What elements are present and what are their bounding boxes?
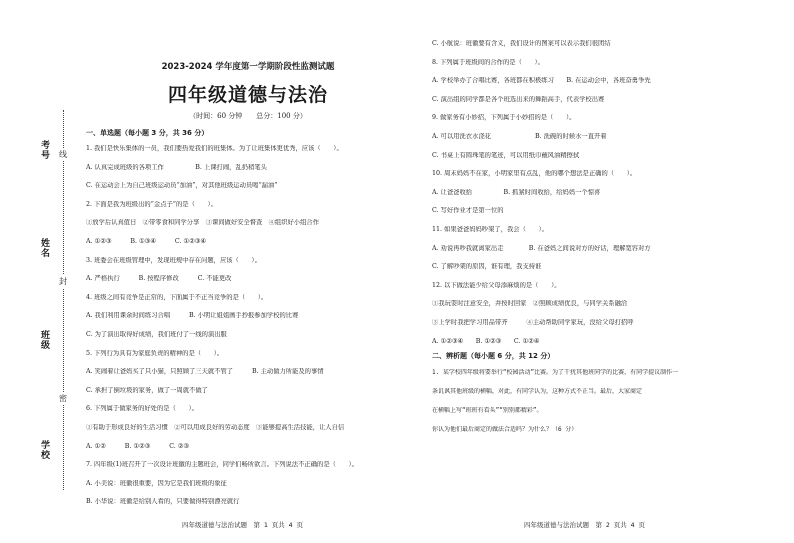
question-line: 7. 四年级(1)班召开了一次设计班徽的主题班会，同学们畅所欲言。下列说法不正确的是（ ）。 bbox=[86, 461, 358, 469]
subject-title: 四年级道德与法治 bbox=[167, 84, 328, 106]
question-line: 1. 某学校四年级将要举行“校园活动”比赛。为了干扰其他班同学的比赛，有同学提议制作一 bbox=[432, 369, 679, 376]
question-line: 条讥讽其他班级的横幅，对此，有同学认为，这种方式不正当。最后，大家商定 bbox=[432, 388, 643, 395]
question-line: 1. 我们是快乐集体的一员，我们要热爱我们的班集体。为了让班集体更优秀，应该（ ）。 bbox=[86, 145, 343, 152]
question-line: 11. 如果爸爸妈妈吵架了，我会（ ）。 bbox=[432, 226, 548, 233]
question-line: ①放学后认真值日 ②带零食和同学分享 ③课间做好安全督查 ④组织好小组合作 bbox=[86, 219, 319, 227]
question-line: A. 我们利用课余时间练习合唱 B. 小明让姐姐画手抄报参加学校的比赛 bbox=[86, 312, 299, 320]
question-line: C. 小航说：班徽要有含义，我们设计的图案可以表示我们很团结 bbox=[432, 40, 611, 47]
question-line: 3. 班委会在班级管理中，发现班规中存在问题，应该（ ）。 bbox=[86, 256, 261, 264]
cut-word-feng: 封 bbox=[59, 277, 67, 286]
question-line: A. 严格执行 B. 按程序修改 C. 不能更改 bbox=[86, 275, 232, 283]
cut-line bbox=[63, 110, 64, 490]
question-line: 9. 做家务有小妙招，下列属于小妙招的是（ ）。 bbox=[432, 114, 576, 122]
question-line: C. 了解吵架的原因，谁有理，我支持谁 bbox=[432, 263, 542, 271]
exam-number-label: 考号 bbox=[39, 140, 49, 160]
cut-word-mi: 密 bbox=[59, 394, 67, 403]
question-line: A. ①② B. ①②③ C. ②③ bbox=[86, 442, 190, 450]
class-label: 班级 bbox=[39, 330, 49, 350]
question-line: 8. 下列属于班级间的合作的是（ ）。 bbox=[432, 58, 544, 66]
question-line: 10. 周末妈妈不在家，小明家里有点乱，他的哪个想法是正确的（ ）。 bbox=[432, 170, 637, 178]
question-line: A. 学校举办了合唱比赛，各班都在积极练习 B. 在运动会中，各班奋勇争先 bbox=[432, 77, 651, 85]
question-line: 你认为他们最后商定的做法合适吗？为什么？（6 分） bbox=[432, 426, 578, 433]
question-line: ③上学时我把学习用品带齐 ④主动帮助同学家玩，没给父母打招呼 bbox=[432, 319, 634, 326]
question-line: A. 小美说：班徽很重要，因为它是我们班级的象征 bbox=[86, 479, 227, 487]
right-page bbox=[432, 0, 782, 543]
question-line: A. ①②③ B. ①③④ C. ①②③④ bbox=[86, 238, 207, 245]
section-2-heading: 二、辨析题（每小题 6 分，共 12 分） bbox=[432, 352, 555, 360]
cut-word-xian: 线 bbox=[59, 150, 67, 159]
question-line: A. ①②③④ B. ①②③ C. ①②④ bbox=[432, 337, 540, 345]
question-line: ①有助于形成良好的生活习惯 ②可以用成良好的劳动态度 ③能够提高生活技能，让人自信 bbox=[86, 424, 345, 431]
question-line: C. 承担了倒垃圾的家务，做了一周就不做了 bbox=[86, 386, 208, 394]
question-line: C. 书桌上有圆珠笔的笔迹，可以用纸巾蘸风油精擦拭 bbox=[432, 151, 580, 159]
left-footer: 四年级道德与法治试题 第 1 页共 4 页 bbox=[182, 521, 303, 529]
question-line: C. 写好作业才是第一位的 bbox=[432, 207, 504, 215]
binding-gutter bbox=[0, 0, 80, 543]
question-line: 在横幅上写“班班有看头”“别别都精彩”。 bbox=[432, 407, 543, 414]
question-line: 4. 班级之间有竞争是正常的，下面属于不正当竞争的是（ ）。 bbox=[86, 293, 268, 301]
time-info: （时间：60 分钟 总分：100 分） bbox=[189, 112, 307, 120]
question-line: C. 演出组的同学都是各个班选出来的舞蹈高手，代表学校出赛 bbox=[432, 95, 605, 103]
question-line: 2. 下面是我为班级出的“金点子”的是（ ）。 bbox=[86, 200, 217, 208]
question-line: A. 可以用洗衣水浇花 B. 洗碗的时候水一直开着 bbox=[432, 133, 607, 140]
school-label: 学校 bbox=[39, 440, 49, 460]
question-line: A. 让爸爸收拾 B. 抓紧时间收拾，给妈妈一个惊喜 bbox=[432, 188, 601, 196]
question-line: 5. 下列行为具有为家庭负责的精神的是（ ）。 bbox=[86, 349, 224, 357]
question-line: C. 在运动会上为自己班级运动员“加油”，对其他班级运动员喝“漏油” bbox=[86, 182, 278, 190]
question-line: B. 小华说：班徽是给别人看的，只要做得特别漂亮就行 bbox=[86, 498, 240, 506]
section-1-heading: 一、单选题（每小题 3 分，共 36 分） bbox=[86, 129, 209, 137]
question-line: C. 为了演出取得好成绩，我们班付了一线的演出服 bbox=[86, 331, 227, 338]
question-line: 12. 以下做法能少给父母添麻烦的是（ ）。 bbox=[432, 281, 561, 289]
question-line: A. 劝说再吵我就离家出走 B. 在爸妈之间说对方的好话，理解宽容对方 bbox=[432, 244, 651, 252]
question-line: A. 笑闹着让爸妈买了只小猫，只照顾了三天就不管了 B. 主动做力所能及的事情 bbox=[86, 368, 324, 376]
question-line: ①我玩耍时注意安全，并按时回家 ②照顾成绩优良，与同学关系融洽 bbox=[432, 300, 628, 308]
right-footer: 四年级道德与法治试题 第 2 页共 4 页 bbox=[524, 521, 645, 529]
left-page bbox=[86, 0, 410, 543]
question-line: 6. 下列属于做家务的好处的是（ ）。 bbox=[86, 405, 198, 413]
exam-title: 2023-2024 学年度第一学期阶段性监测试题 bbox=[161, 62, 335, 72]
question-line: A. 认真完成班级的各项工作 B. 上课打闹，乱扔稍笔头 bbox=[86, 163, 267, 171]
name-label: 姓名 bbox=[39, 238, 49, 258]
